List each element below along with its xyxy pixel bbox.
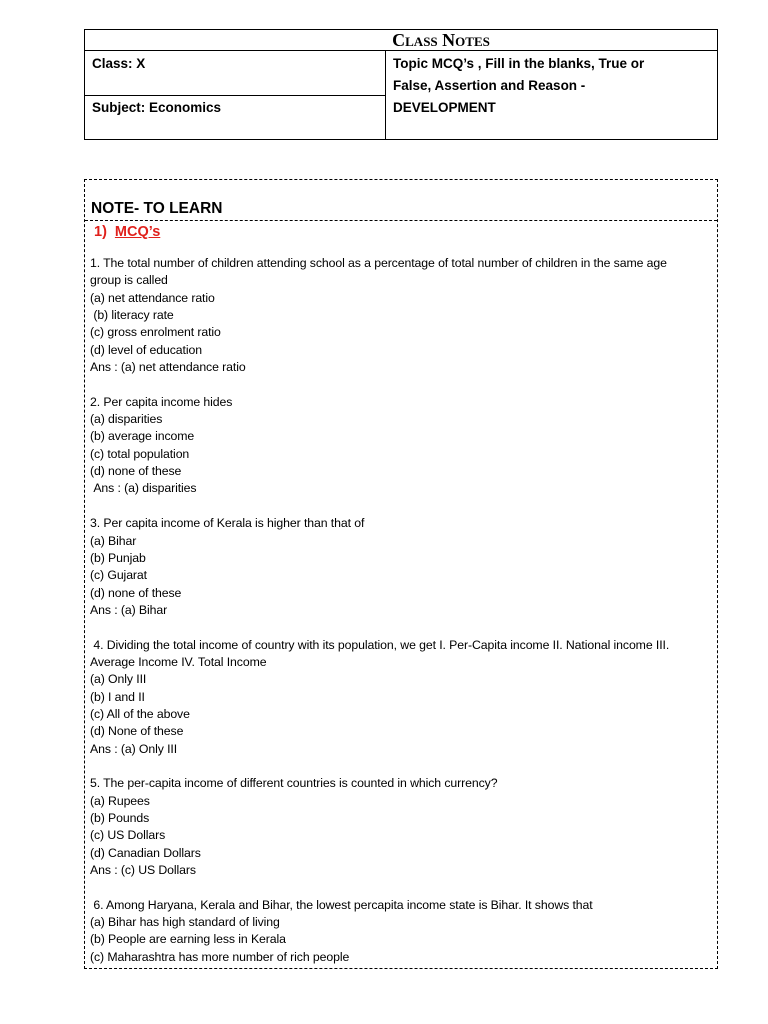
question-line: (d) level of education [90, 342, 202, 357]
question-block [90, 775, 712, 879]
question-line: (c) total population [90, 446, 190, 461]
topic-line: Topic MCQ’s , Fill in the blanks, True or [393, 56, 645, 71]
question-line: Ans : (a) disparities [90, 481, 197, 496]
question-line: (c) Gujarat [90, 568, 147, 583]
header-divider-horizontal [85, 95, 385, 96]
question-line: (d) none of these [90, 585, 182, 600]
question-line: (c) Maharashtra has more number of rich people [90, 949, 350, 964]
section-heading [94, 224, 160, 240]
question-line: (b) average income [90, 429, 195, 444]
header-divider-vertical [385, 51, 386, 139]
question-line: (a) Rupees [90, 793, 150, 808]
subject-label: Subject: Economics [92, 100, 222, 115]
question-line: (d) None of these [90, 724, 184, 739]
section-title: MCQ’s [114, 224, 161, 240]
question-line: Ans : (a) Bihar [90, 602, 168, 617]
question-line: (a) disparities [90, 412, 163, 427]
notes-divider [85, 220, 717, 221]
question-line: Average Income IV. Total Income [90, 654, 267, 669]
question-line: (d) Canadian Dollars [90, 845, 201, 860]
question-line: 6. Among Haryana, Kerala and Bihar, the lowest percapita income state is Bihar. It shows that [90, 897, 593, 912]
question-line: Ans : (c) US Dollars [90, 863, 196, 878]
question-line: 5. The per-capita income of different countries is counted in which currency? [90, 776, 498, 791]
question-line: (a) Bihar has high standard of living [90, 915, 280, 930]
notes-heading: NOTE- TO LEARN [91, 200, 223, 217]
question-line: (b) Punjab [90, 550, 146, 565]
question-line: group is called [90, 273, 168, 288]
question-block [90, 255, 712, 376]
class-label: Class: X [92, 56, 146, 71]
question-line: (b) I and II [90, 689, 145, 704]
question-line: (b) People are earning less in Kerala [90, 932, 286, 947]
question-line: (c) US Dollars [90, 828, 166, 843]
question-line: 1. The total number of children attending school as a percentage of total number of children in the same age [90, 256, 667, 270]
question-line: (a) net attendance ratio [90, 290, 215, 305]
section-number: 1) [94, 224, 107, 240]
topic-line: DEVELOPMENT [393, 100, 496, 115]
question-block [90, 394, 712, 498]
topic-line: False, Assertion and Reason - [393, 78, 586, 93]
question-line: Ans : (a) net attendance ratio [90, 360, 246, 375]
question-line: 3. Per capita income of Kerala is higher than that of [90, 516, 365, 531]
question-line: (a) Bihar [90, 533, 137, 548]
question-block [90, 637, 712, 758]
question-line: 2. Per capita income hides [90, 394, 233, 409]
question-line: (b) Pounds [90, 811, 150, 825]
question-list [90, 255, 712, 983]
question-line: (b) literacy rate [90, 308, 174, 323]
question-line: Ans : (a) Only III [90, 741, 178, 756]
question-line: (a) Only III [90, 672, 147, 687]
question-line: 4. Dividing the total income of country with its population, we get I. Per-Capita income II. National income III. [90, 637, 670, 652]
question-line: (c) All of the above [90, 706, 190, 721]
header-table [84, 29, 718, 140]
question-line: (c) gross enrolment ratio [90, 325, 221, 340]
topic-label [393, 53, 713, 119]
question-line: (d) none of these [90, 464, 182, 479]
question-block [90, 897, 712, 966]
question-block [90, 515, 712, 619]
document-title: Class Notes [85, 30, 717, 51]
notes-box [84, 179, 718, 969]
